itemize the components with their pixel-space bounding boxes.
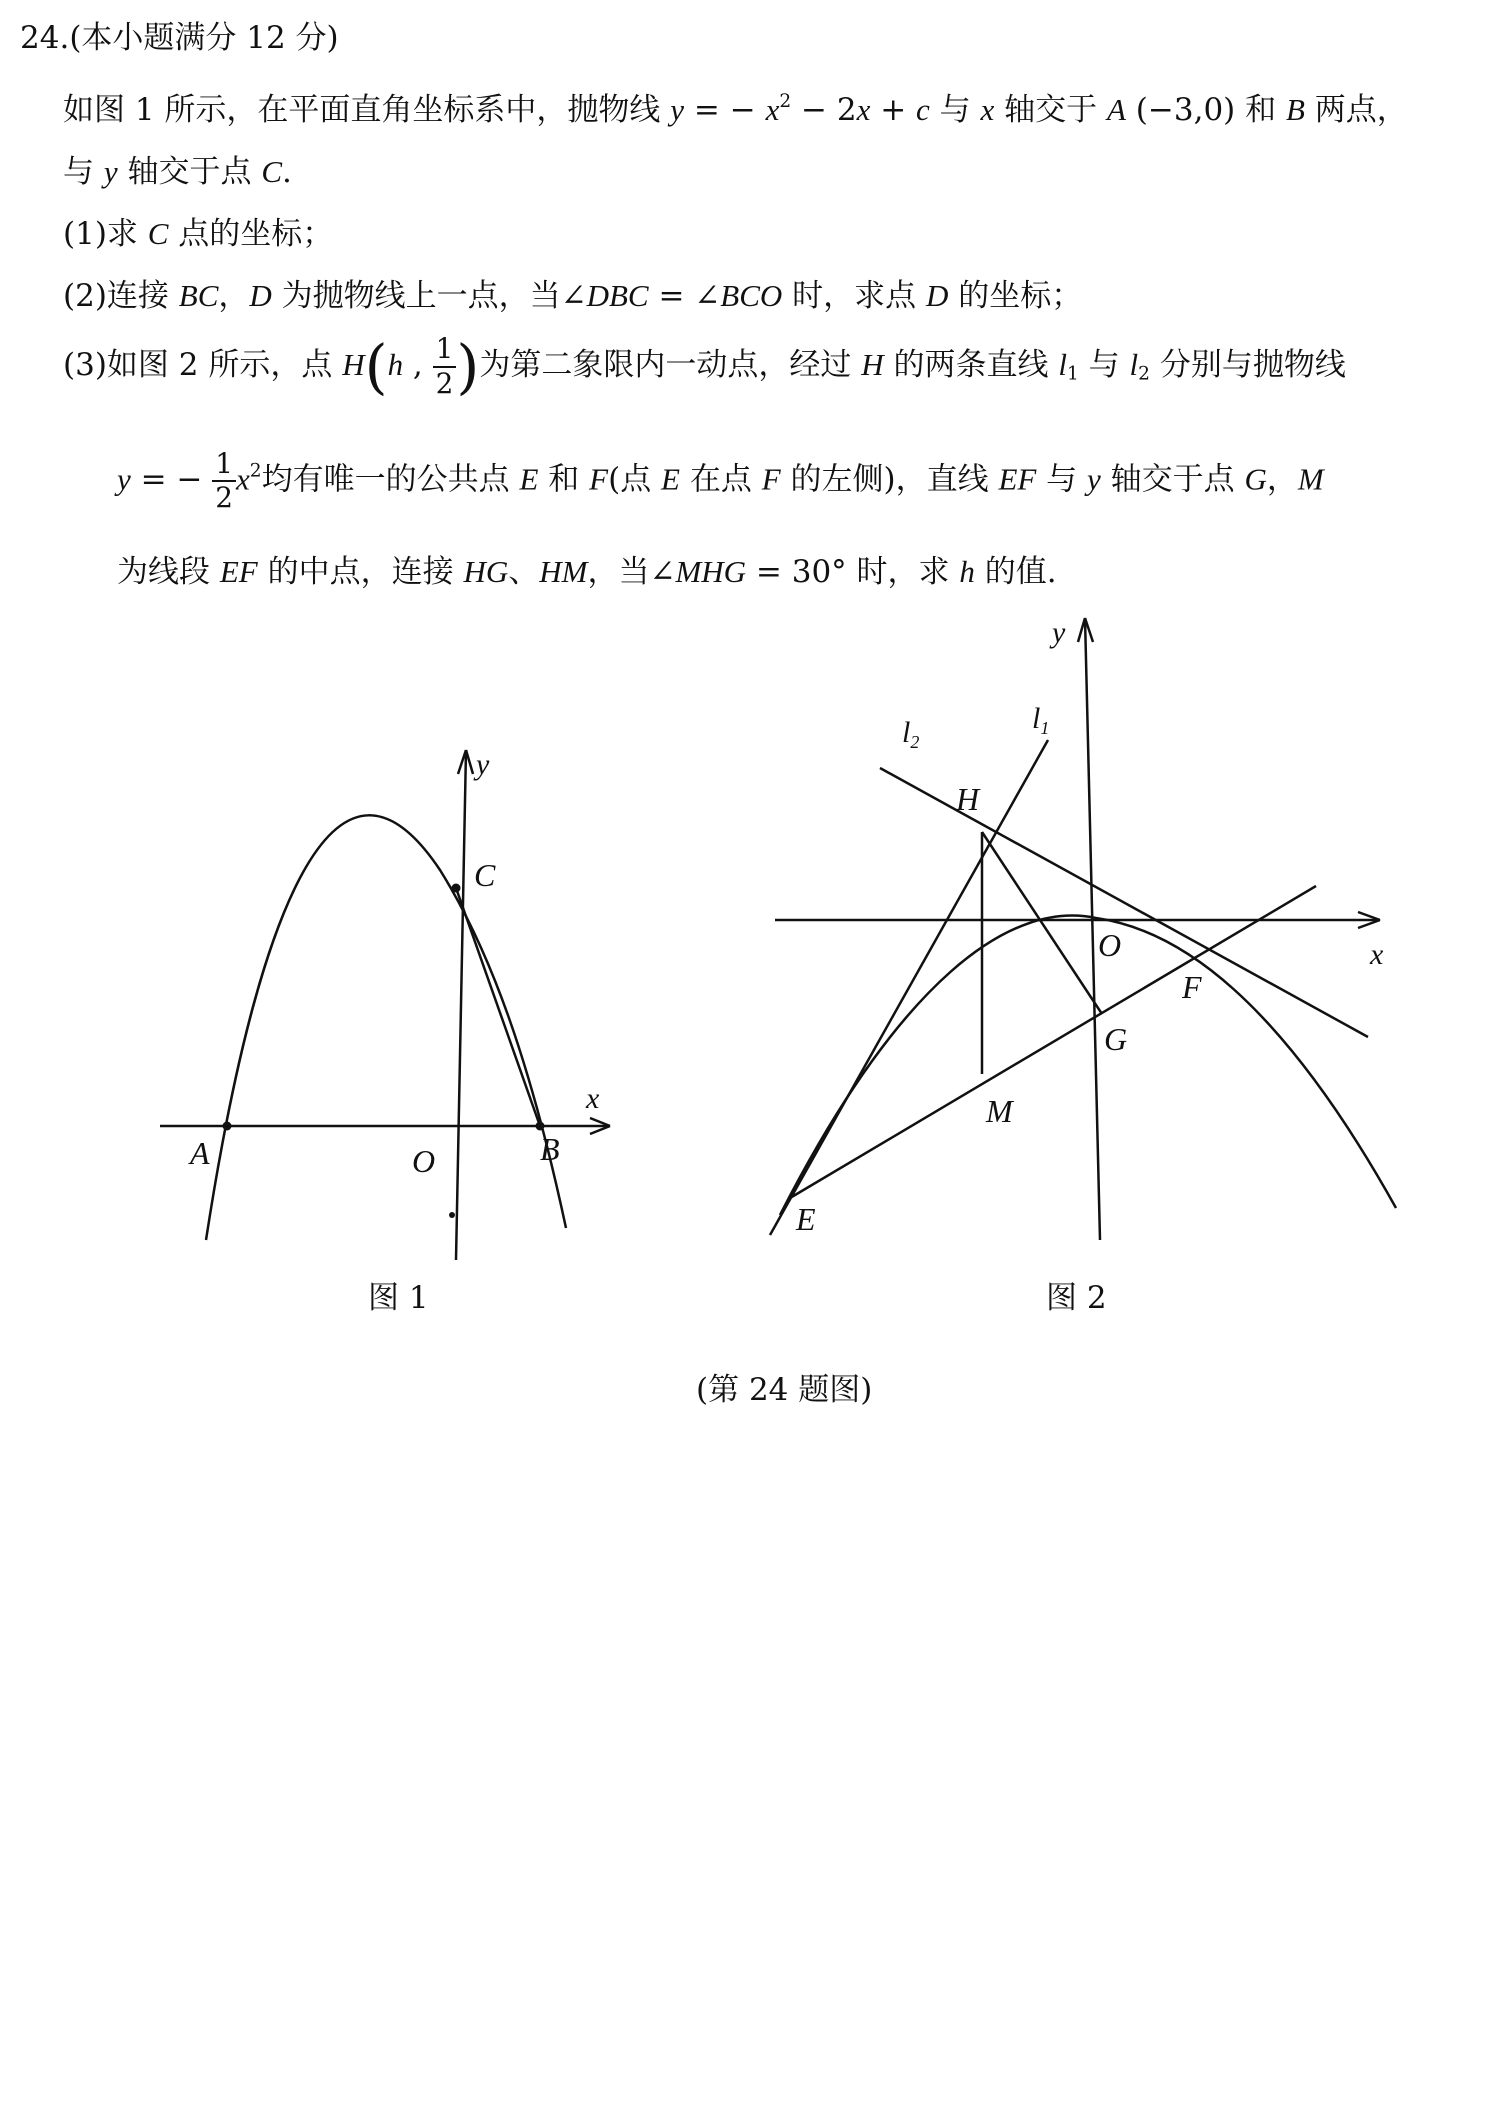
fig2-label-l1: $l_1$ <box>1032 702 1050 738</box>
intro-text: 如图 1 所示，在平面直角坐标系中，抛物线 <box>63 92 671 128</box>
fig1-label-y: y <box>476 748 490 781</box>
fig2-parabola <box>780 916 1396 1215</box>
q2-text: 的坐标； <box>948 278 1083 314</box>
var-h: h <box>387 347 404 382</box>
point-D: D <box>926 278 949 313</box>
fig2-line-l1 <box>770 740 1048 1235</box>
q3-text: 的左侧)，直线 <box>780 461 999 498</box>
fig2-label-x: x <box>1370 938 1384 971</box>
segment-HM: HM <box>539 554 588 589</box>
q3-text: = 30° 时，求 <box>746 554 960 590</box>
fraction-numerator: 1 <box>212 448 236 482</box>
fig2-label-H: H <box>956 781 980 817</box>
paren-close: ) <box>456 332 480 401</box>
q3-text: ，当∠ <box>587 554 676 590</box>
line-EF: EF <box>998 461 1037 497</box>
intro-text: 两点， <box>1304 92 1408 128</box>
intro-text: 轴交于点 <box>117 154 262 190</box>
q3-text: 、 <box>508 554 540 590</box>
q3-text: 轴交于点 <box>1100 461 1245 498</box>
q1-text: (1)求 <box>63 216 148 252</box>
fig2-label-M: M <box>986 1093 1013 1129</box>
exponent: 2 <box>779 90 792 112</box>
figure-2 <box>760 600 1420 1240</box>
point-A: A <box>1107 92 1126 127</box>
q3-text: 与 <box>1078 347 1130 383</box>
var-x: x <box>980 92 995 127</box>
q3-text: (点 <box>608 461 662 498</box>
fig1-point-A <box>223 1122 232 1131</box>
var-x: x <box>236 461 250 497</box>
subscript: 1 <box>1066 363 1079 385</box>
q3-text: 分别与抛物线 <box>1150 347 1346 383</box>
q2-text: (2)连接 <box>63 278 179 314</box>
q2-text: ， <box>218 278 250 314</box>
point-M: M <box>1297 461 1324 497</box>
point-C: C <box>261 154 283 189</box>
point-E: E <box>661 461 680 497</box>
point-H: H <box>342 347 365 382</box>
intro-text: 轴交于 <box>994 92 1108 128</box>
point-E: E <box>519 461 539 497</box>
exponent: 2 <box>249 460 262 482</box>
fig1-parabola <box>206 815 566 1240</box>
q3-text: 的两条直线 <box>883 347 1059 383</box>
eq-term: − 2 <box>791 92 857 128</box>
intro-text: . <box>282 154 292 190</box>
eq-sign: = − <box>684 92 766 128</box>
question-number: 24. <box>20 20 70 56</box>
fig1-label-A: A <box>190 1135 210 1171</box>
fraction-denominator: 2 <box>435 366 454 400</box>
q3-text: 为线段 <box>117 554 220 590</box>
fig2-line-EF <box>790 886 1316 1198</box>
question-header <box>20 12 339 57</box>
fig2-line-l2 <box>880 768 1368 1037</box>
fig1-dot <box>449 1212 455 1218</box>
q3-text: 和 <box>538 461 590 498</box>
q3-text: = − <box>130 461 213 498</box>
fraction-half <box>212 448 236 514</box>
var-y: y <box>670 92 685 127</box>
q2-text: 为抛物线上一点，当∠ <box>271 278 587 314</box>
point-F: F <box>761 461 781 497</box>
fig1-point-B <box>536 1122 545 1131</box>
question-3-line-3 <box>117 546 1057 591</box>
question-3-line-2 <box>117 448 1324 514</box>
point-B: B <box>1285 92 1305 127</box>
figure-2-caption: 图 2 <box>1046 1280 1107 1316</box>
q2-text: = ∠ <box>648 278 721 314</box>
point-D: D <box>249 278 272 313</box>
fig2-label-F: F <box>1182 969 1202 1005</box>
q3-text: 均有唯一的公共点 <box>261 461 520 498</box>
intro-text: 与 <box>929 92 981 128</box>
q3-text: ， <box>1266 461 1298 498</box>
angle-BCO: BCO <box>720 278 783 313</box>
subscript: 2 <box>1138 363 1150 385</box>
point-G: G <box>1244 461 1267 497</box>
figure-1-caption: 图 1 <box>368 1280 429 1316</box>
q3-text: 与 <box>1036 461 1088 498</box>
fraction-denominator: 2 <box>215 481 234 515</box>
fig2-segment-HG <box>982 832 1102 1014</box>
fig1-label-O: O <box>412 1143 436 1179</box>
var-y: y <box>117 461 131 497</box>
fig1-label-x: x <box>586 1082 600 1115</box>
point-C: C <box>147 216 169 251</box>
var-y: y <box>103 154 118 189</box>
eq-plus: + <box>870 92 917 128</box>
intro-line-1 <box>63 84 1408 129</box>
question-1 <box>63 208 333 253</box>
question-2 <box>63 270 1082 315</box>
q3-text: 为第二象限内一动点，经过 <box>479 347 862 383</box>
line-l2: l <box>1129 347 1139 382</box>
q3-text: (3)如图 2 所示，点 <box>63 347 343 383</box>
angle-DBC: DBC <box>586 278 649 313</box>
angle-MHG: MHG <box>675 554 747 589</box>
segment-HG: HG <box>463 554 509 589</box>
intro-line-2 <box>63 146 292 191</box>
fraction-numerator: 1 <box>433 333 457 367</box>
fig1-segment-CB <box>456 888 540 1126</box>
segment-BC: BC <box>178 278 219 313</box>
comma: , <box>403 347 433 383</box>
q1-text: 点的坐标； <box>168 216 334 252</box>
intro-text: 与 <box>63 154 104 190</box>
fig2-label-y: y <box>1052 616 1066 649</box>
q3-text: 在点 <box>679 461 762 498</box>
figure-group-caption: (第 24 题图) <box>696 1372 873 1408</box>
fig1-y-axis <box>456 750 466 1260</box>
q3-text: 的中点，连接 <box>257 554 464 590</box>
segment-EF: EF <box>219 554 258 589</box>
line-l1: l <box>1058 347 1067 382</box>
fig2-label-G: G <box>1104 1021 1128 1057</box>
fig1-point-C <box>452 884 461 893</box>
q3-text: 的值. <box>974 554 1057 590</box>
var-x: x <box>856 92 871 127</box>
figure-1 <box>140 740 660 1280</box>
var-c: c <box>916 92 930 127</box>
var-x: x <box>765 92 780 127</box>
point-A-coord: (−3,0) 和 <box>1125 92 1286 128</box>
fig2-label-E: E <box>796 1201 816 1237</box>
q2-text: 时，求点 <box>782 278 926 314</box>
paren-open: ( <box>364 332 388 401</box>
question-3-line-1 <box>63 332 1346 401</box>
fig1-label-B: B <box>540 1131 560 1167</box>
fig1-label-C: C <box>474 857 496 893</box>
point-H: H <box>861 347 884 382</box>
var-h: h <box>959 554 975 589</box>
point-F: F <box>589 461 609 497</box>
var-y: y <box>1087 461 1101 497</box>
question-title: (本小题满分 12 分) <box>69 20 339 56</box>
fig2-label-l2: $l_2$ <box>902 716 920 752</box>
fig2-label-O: O <box>1098 927 1122 963</box>
fraction-half <box>433 333 457 399</box>
